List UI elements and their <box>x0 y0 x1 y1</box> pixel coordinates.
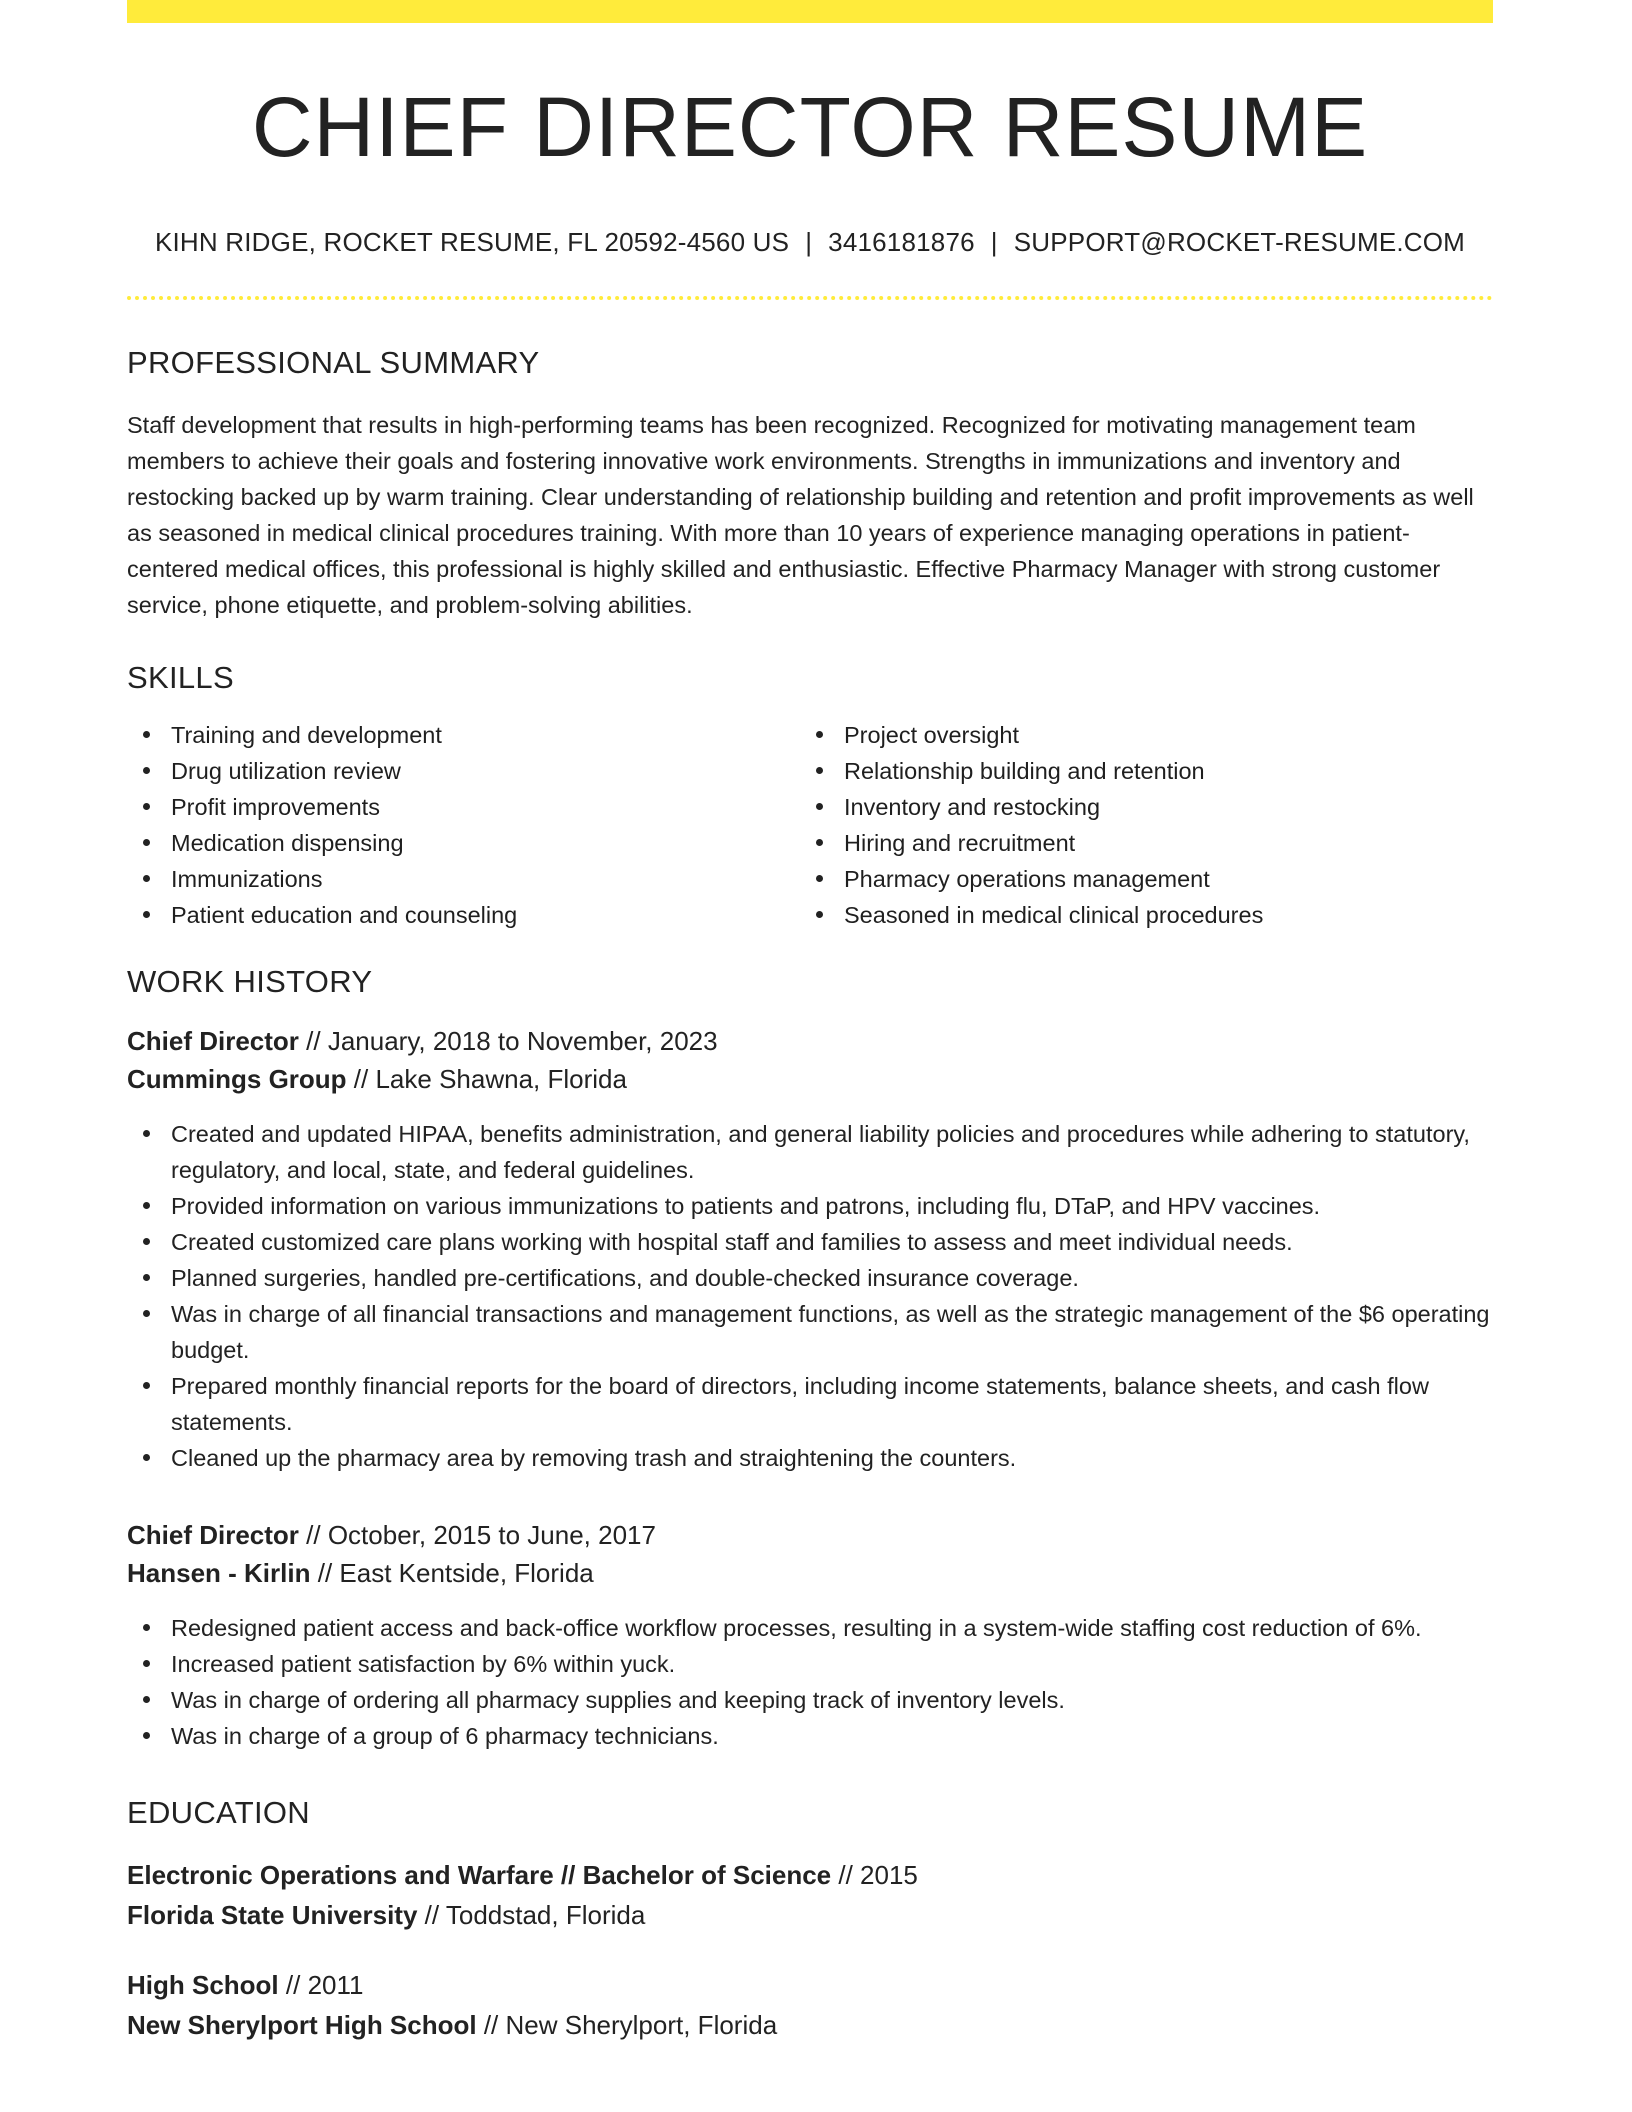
skill-item: Inventory and restocking <box>800 789 1473 825</box>
job-bullet: Was in charge of ordering all pharmacy supplies and keeping track of inventory levels. <box>127 1682 1493 1718</box>
contact-separator: | <box>990 227 998 257</box>
skill-item: Relationship building and retention <box>800 753 1473 789</box>
skill-item: Drug utilization review <box>127 753 800 789</box>
job-location: // Lake Shawna, Florida <box>353 1063 627 1094</box>
contact-address: KIHN RIDGE, ROCKET RESUME, FL 20592-4560 US <box>154 227 790 257</box>
education-year: // 2015 <box>838 1859 918 1890</box>
work-history-heading: WORK HISTORY <box>127 963 373 999</box>
education-degree-line <box>127 1855 1493 1895</box>
job-dates: // October, 2015 to June, 2017 <box>306 1519 656 1550</box>
summary-heading: PROFESSIONAL SUMMARY <box>127 345 540 381</box>
education-entry <box>127 1855 1493 1935</box>
job-role-line <box>127 1022 1493 1060</box>
contact-line <box>127 227 1493 258</box>
skill-item: Training and development <box>127 717 800 753</box>
job-role-line <box>127 1516 1493 1554</box>
resume-page <box>127 0 1493 2045</box>
job-entry <box>127 1022 1493 1476</box>
education-school-line <box>127 1895 1493 1935</box>
skill-item: Patient education and counseling <box>127 897 800 933</box>
skill-item: Medication dispensing <box>127 825 800 861</box>
education-school-line <box>127 2005 1493 2045</box>
contact-separator: | <box>805 227 813 257</box>
job-company-line <box>127 1060 1493 1098</box>
job-bullet: Created and updated HIPAA, benefits administration, and general liability policies and procedures while adhering to statutory, regulatory, and local, state, and federal guidelines. <box>127 1116 1493 1188</box>
job-bullets <box>127 1610 1493 1754</box>
job-role: Chief Director <box>127 1519 299 1550</box>
skill-item: Immunizations <box>127 861 800 897</box>
education-year: // 2011 <box>285 1969 364 2000</box>
education-school: Florida State University <box>127 1899 418 1930</box>
skills-heading: SKILLS <box>127 660 234 696</box>
education-entry <box>127 1965 1493 2045</box>
resume-title: CHIEF DIRECTOR RESUME <box>251 80 1369 174</box>
job-dates: // January, 2018 to November, 2023 <box>306 1025 718 1056</box>
job-location: // East Kentside, Florida <box>317 1557 594 1588</box>
job-bullet: Provided information on various immunizations to patients and patrons, including flu, DTaP, and HPV vaccines. <box>127 1188 1493 1224</box>
top-accent-bar <box>127 0 1493 23</box>
job-bullet: Was in charge of a group of 6 pharmacy technicians. <box>127 1718 1493 1754</box>
skill-item: Project oversight <box>800 717 1473 753</box>
job-bullet: Cleaned up the pharmacy area by removing trash and straightening the counters. <box>127 1440 1493 1476</box>
job-bullet: Planned surgeries, handled pre-certifications, and double-checked insurance coverage. <box>127 1260 1493 1296</box>
job-bullet: Was in charge of all financial transactions and management functions, as well as the strategic management of the $6 operating budget. <box>127 1296 1493 1368</box>
education-degree: High School <box>127 1969 279 2000</box>
job-bullets <box>127 1116 1493 1476</box>
education-degree-line <box>127 1965 1493 2005</box>
summary-text: Staff development that results in high-performing teams has been recognized. Recognized for motivating management team members to achieve their goals and fostering innovative work environments. Strengths in immunizations and inventory and restocking backed up by warm training. Clear understanding of relationship building and retention and profit improvements as well as seasoned in medical clinical procedures training. With more than 10 years of experience managing operations in patient-centered medical offices, this professional is highly skilled and enthusiastic. Effective Pharmacy Manager with strong customer service, phone etiquette, and problem-solving abilities. <box>127 412 1474 619</box>
job-bullet: Redesigned patient access and back-office workflow processes, resulting in a system-wide staffing cost reduction of 6%. <box>127 1610 1493 1646</box>
contact-phone: 3416181876 <box>828 227 975 257</box>
skill-item: Pharmacy operations management <box>800 861 1473 897</box>
education-location: // New Sherylport, Florida <box>483 2009 778 2040</box>
education-degree: Electronic Operations and Warfare // Bachelor of Science <box>127 1859 832 1890</box>
skills-column-right <box>800 717 1473 933</box>
job-company: Cummings Group <box>127 1063 347 1094</box>
education-heading: EDUCATION <box>127 1794 310 1830</box>
header-divider <box>127 296 1493 300</box>
education-location: // Toddstad, Florida <box>424 1899 646 1930</box>
job-bullet: Increased patient satisfaction by 6% within yuck. <box>127 1646 1493 1682</box>
job-role: Chief Director <box>127 1025 299 1056</box>
contact-email: SUPPORT@ROCKET-RESUME.COM <box>1013 227 1466 257</box>
education-school: New Sherylport High School <box>127 2009 477 2040</box>
skills-list <box>127 717 1493 933</box>
skill-item: Hiring and recruitment <box>800 825 1473 861</box>
skill-item: Profit improvements <box>127 789 800 825</box>
job-bullet: Prepared monthly financial reports for the board of directors, including income statements, balance sheets, and cash flow statements. <box>127 1368 1493 1440</box>
job-company-line <box>127 1554 1493 1592</box>
skills-column-left <box>127 717 800 933</box>
job-company: Hansen - Kirlin <box>127 1557 311 1588</box>
job-bullet: Created customized care plans working with hospital staff and families to assess and meet individual needs. <box>127 1224 1493 1260</box>
skill-item: Seasoned in medical clinical procedures <box>800 897 1473 933</box>
job-entry <box>127 1516 1493 1754</box>
